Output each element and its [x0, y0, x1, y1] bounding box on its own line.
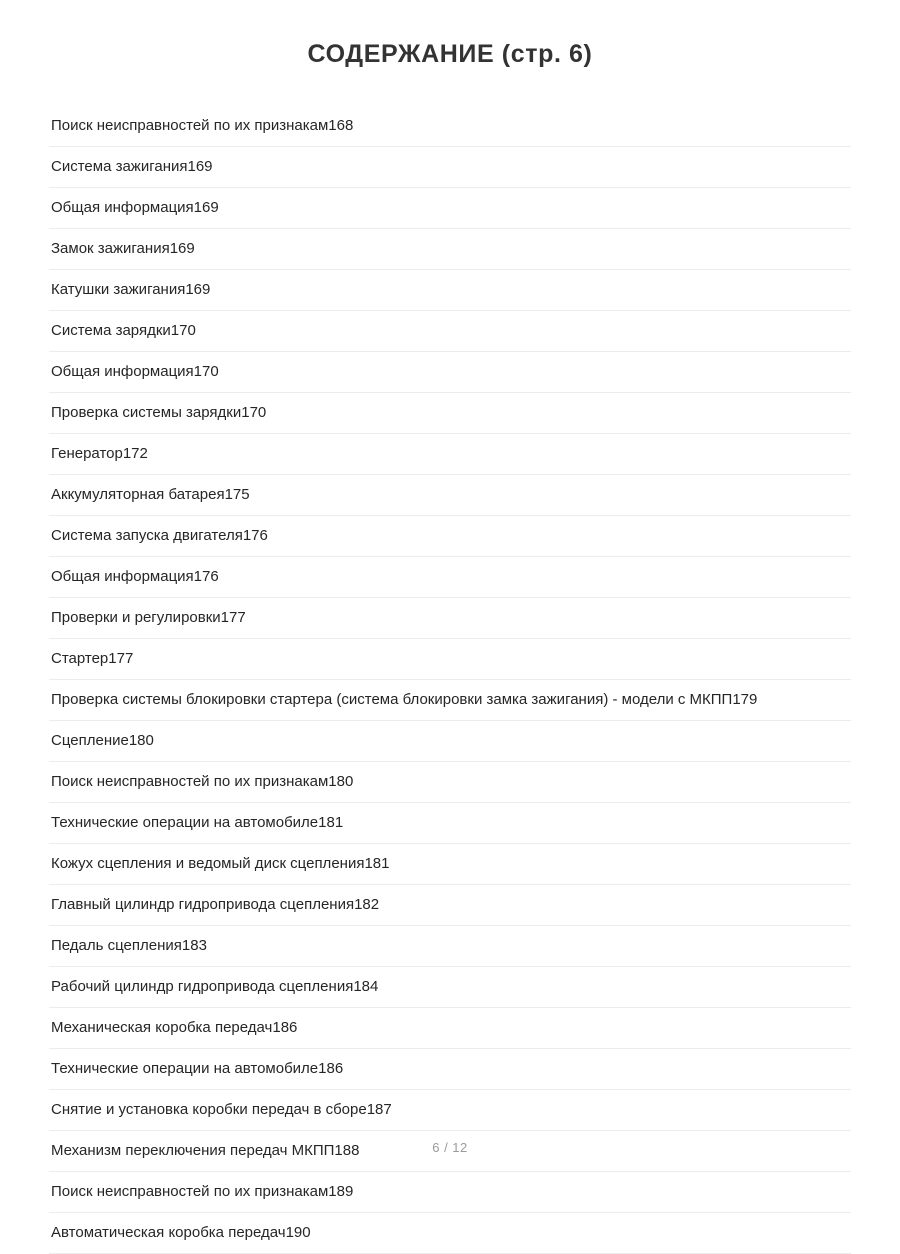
toc-entry[interactable]: Кожух сцепления и ведомый диск сцепления181 [49, 844, 851, 885]
toc-entry[interactable]: Педаль сцепления183 [49, 926, 851, 967]
page-number-footer: 6 / 12 [432, 1140, 468, 1155]
toc-entry[interactable]: Замок зажигания169 [49, 229, 851, 270]
toc-entry[interactable]: Главный цилиндр гидропривода сцепления182 [49, 885, 851, 926]
toc-entry[interactable]: Поиск неисправностей по их признакам189 [49, 1172, 851, 1213]
toc-entry[interactable]: Общая информация169 [49, 188, 851, 229]
toc-entry[interactable]: Система запуска двигателя176 [49, 516, 851, 557]
toc-entry[interactable]: Сцепление180 [49, 721, 851, 762]
toc-entry[interactable]: Система зарядки170 [49, 311, 851, 352]
toc-entry[interactable]: Проверка системы блокировки стартера (система блокировки замка зажигания) - модели с МКПП179 [49, 680, 851, 721]
toc-entry[interactable]: Механизм переключения передач МКПП188 [49, 1131, 851, 1172]
toc-entry[interactable]: Автоматическая коробка передач190 [49, 1213, 851, 1254]
toc-entry[interactable]: Общая информация176 [49, 557, 851, 598]
toc-entry[interactable]: Технические операции на автомобиле186 [49, 1049, 851, 1090]
toc-entry[interactable]: Механическая коробка передач186 [49, 1008, 851, 1049]
toc-entry[interactable]: Стартер177 [49, 639, 851, 680]
toc-entry[interactable]: Проверка системы зарядки170 [49, 393, 851, 434]
toc-entry[interactable]: Система зажигания169 [49, 147, 851, 188]
table-of-contents-list [49, 106, 851, 1254]
toc-entry[interactable]: Поиск неисправностей по их признакам168 [49, 106, 851, 147]
toc-entry[interactable]: Аккумуляторная батарея175 [49, 475, 851, 516]
toc-entry[interactable]: Проверки и регулировки177 [49, 598, 851, 639]
toc-entry[interactable]: Катушки зажигания169 [49, 270, 851, 311]
page-title: СОДЕРЖАНИЕ (стр. 6) [307, 40, 593, 68]
toc-entry[interactable]: Генератор172 [49, 434, 851, 475]
toc-entry[interactable]: Рабочий цилиндр гидропривода сцепления184 [49, 967, 851, 1008]
toc-entry[interactable]: Технические операции на автомобиле181 [49, 803, 851, 844]
toc-entry[interactable]: Снятие и установка коробки передач в сборе187 [49, 1090, 851, 1131]
toc-entry[interactable]: Общая информация170 [49, 352, 851, 393]
toc-entry[interactable]: Поиск неисправностей по их признакам180 [49, 762, 851, 803]
